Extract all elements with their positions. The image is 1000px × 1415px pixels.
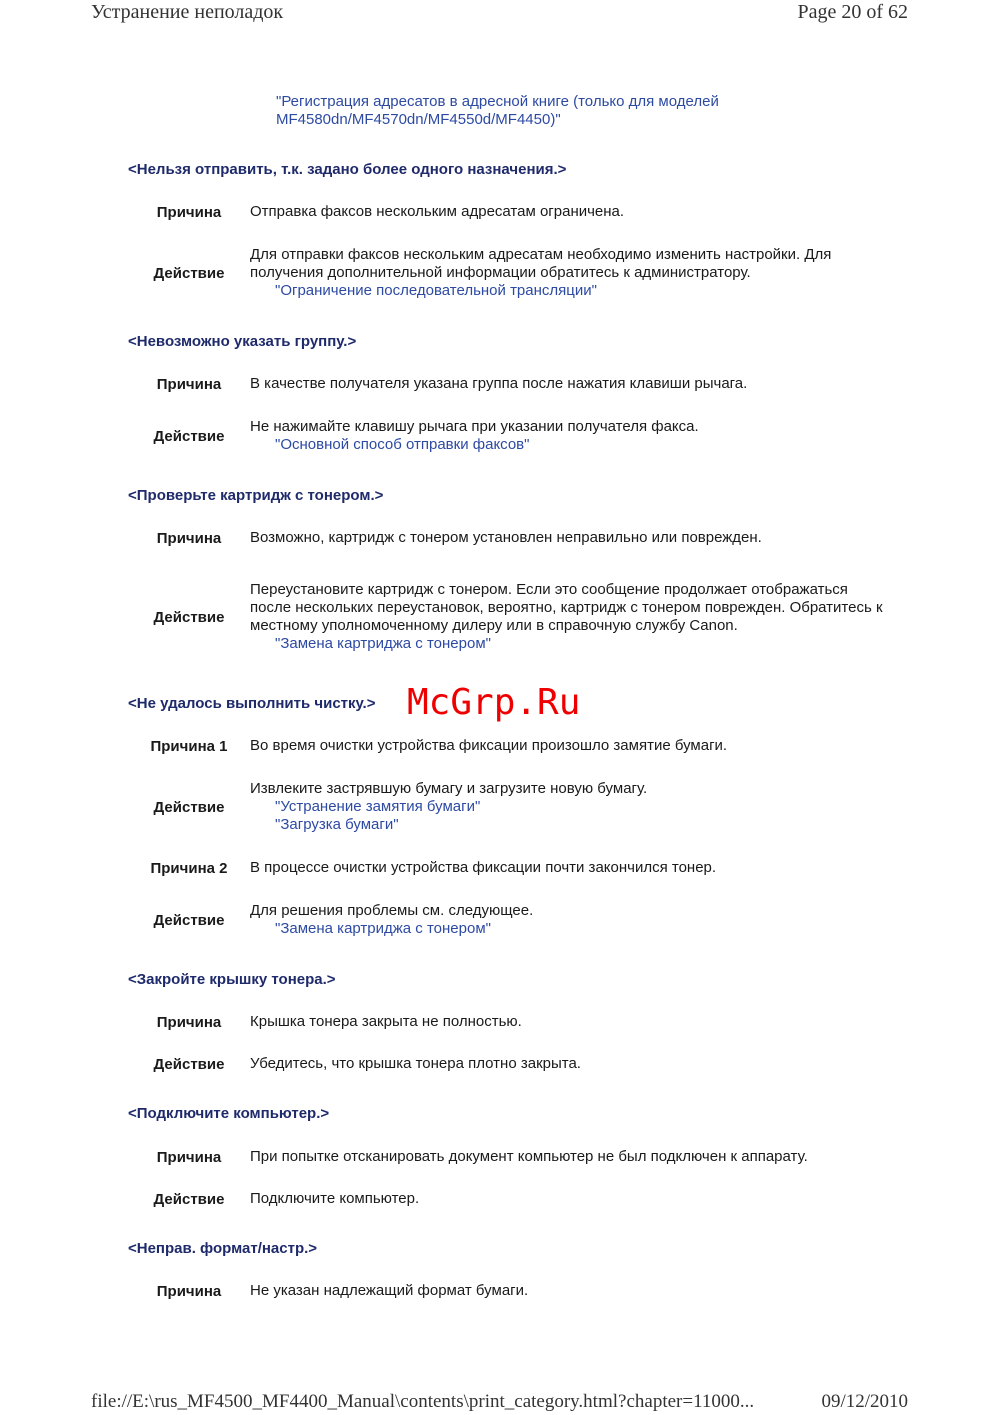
action-row [128,1055,888,1073]
cause-text: В качестве получателя указана группа после нажатия клавиши рычага. [250,375,748,392]
action-label: Действие [153,798,225,816]
cause-text: Крышка тонера закрыта не полностью. [250,1013,522,1030]
cause-label: Причина [156,375,222,393]
cause-label: Причина 1 [150,737,228,755]
action-label: Действие [153,911,225,929]
watermark: McGrp.Ru [407,682,581,723]
action-label: Действие [153,1190,225,1208]
cause-row [128,1282,888,1300]
action-row [128,779,888,835]
cause-text: Во время очистки устройства фиксации произошло замятие бумаги. [250,737,728,754]
action-text: Извлеките застрявшую бумагу и загрузите новую бумагу. [250,780,648,797]
action-row [128,245,888,301]
cause-text: Отправка факсов нескольким адресатам ограничена. [250,203,625,220]
cause-label: Причина [156,1148,222,1166]
cause-label: Причина 2 [150,859,228,877]
section-title: <Нельзя отправить, т.к. задано более одного назначения.> [128,161,567,178]
cause-label: Причина [156,1013,222,1031]
cause-label: Причина [156,529,222,547]
action-text: Не нажимайте клавишу рычага при указании получателя факса. [250,418,699,435]
cause-row [128,375,888,393]
action-text: Убедитесь, что крышка тонера плотно закрыта. [250,1055,581,1072]
action-link[interactable]: "Загрузка бумаги" [275,816,399,833]
action-link[interactable]: "Основной способ отправки факсов" [275,436,530,453]
footer-path: file://E:\rus_MF4500_MF4400_Manual\contents\print_category.html?chapter=11000... [91,1391,755,1412]
cause-text: Не указан надлежащий формат бумаги. [250,1282,529,1299]
page-header-title: Устранение неполадок [91,1,284,23]
action-text: Переустановите картридж с тонером. Если это сообщение продолжает отображаться после нескольких переустановок, вероятно, картридж с тонером поврежден. Обратитесь к местному уполномоченному дилеру или в справочную службу Canon. [250,581,883,634]
cause-row [128,203,888,221]
action-row [128,571,888,663]
cause-row [128,1013,888,1031]
cause-text: Возможно, картридж с тонером установлен неправильно или поврежден. [250,529,762,546]
section-title: <Не удалось выполнить чистку.> [128,695,376,712]
cause-row [128,1148,888,1166]
action-text: Для отправки факсов нескольким адресатам необходимо изменить настройки. Для получения дополнительной информации обратитесь к администратору. [250,246,832,281]
section-title: <Неправ. формат/настр.> [128,1240,318,1257]
action-text: Для решения проблемы см. следующее. [250,902,534,919]
action-row [128,901,888,939]
action-label: Действие [153,427,225,445]
action-row [128,417,888,455]
section-title: <Невозможно указать группу.> [128,333,357,350]
cause-row [128,737,888,755]
cause-label: Причина [156,203,222,221]
cause-label: Причина [156,1282,222,1300]
action-link[interactable]: "Устранение замятия бумаги" [275,798,481,815]
footer-date: 09/12/2010 [821,1391,908,1412]
cause-text: При попытке отсканировать документ компьютер не был подключен к аппарату. [250,1148,808,1165]
action-link[interactable]: "Замена картриджа с тонером" [275,920,491,937]
action-row [128,1190,888,1208]
cause-text: В процессе очистки устройства фиксации почти закончился тонер. [250,859,717,876]
cause-row [128,859,888,877]
intro-link[interactable]: "Регистрация адресатов в адресной книге (только для моделей MF4580dn/MF4570dn/MF4550d/MF4450)" [276,93,719,128]
section-title: <Проверьте картридж с тонером.> [128,487,384,504]
section-title: <Закройте крышку тонера.> [128,971,336,988]
action-label: Действие [153,264,225,282]
cause-row [128,529,888,547]
action-link[interactable]: "Замена картриджа с тонером" [275,635,491,652]
section-title: <Подключите компьютер.> [128,1105,330,1122]
action-label: Действие [153,1055,225,1073]
action-link[interactable]: "Ограничение последовательной трансляции" [275,282,597,299]
page-number: Page 20 of 62 [797,1,908,23]
action-label: Действие [153,608,225,626]
action-text: Подключите компьютер. [250,1190,420,1207]
